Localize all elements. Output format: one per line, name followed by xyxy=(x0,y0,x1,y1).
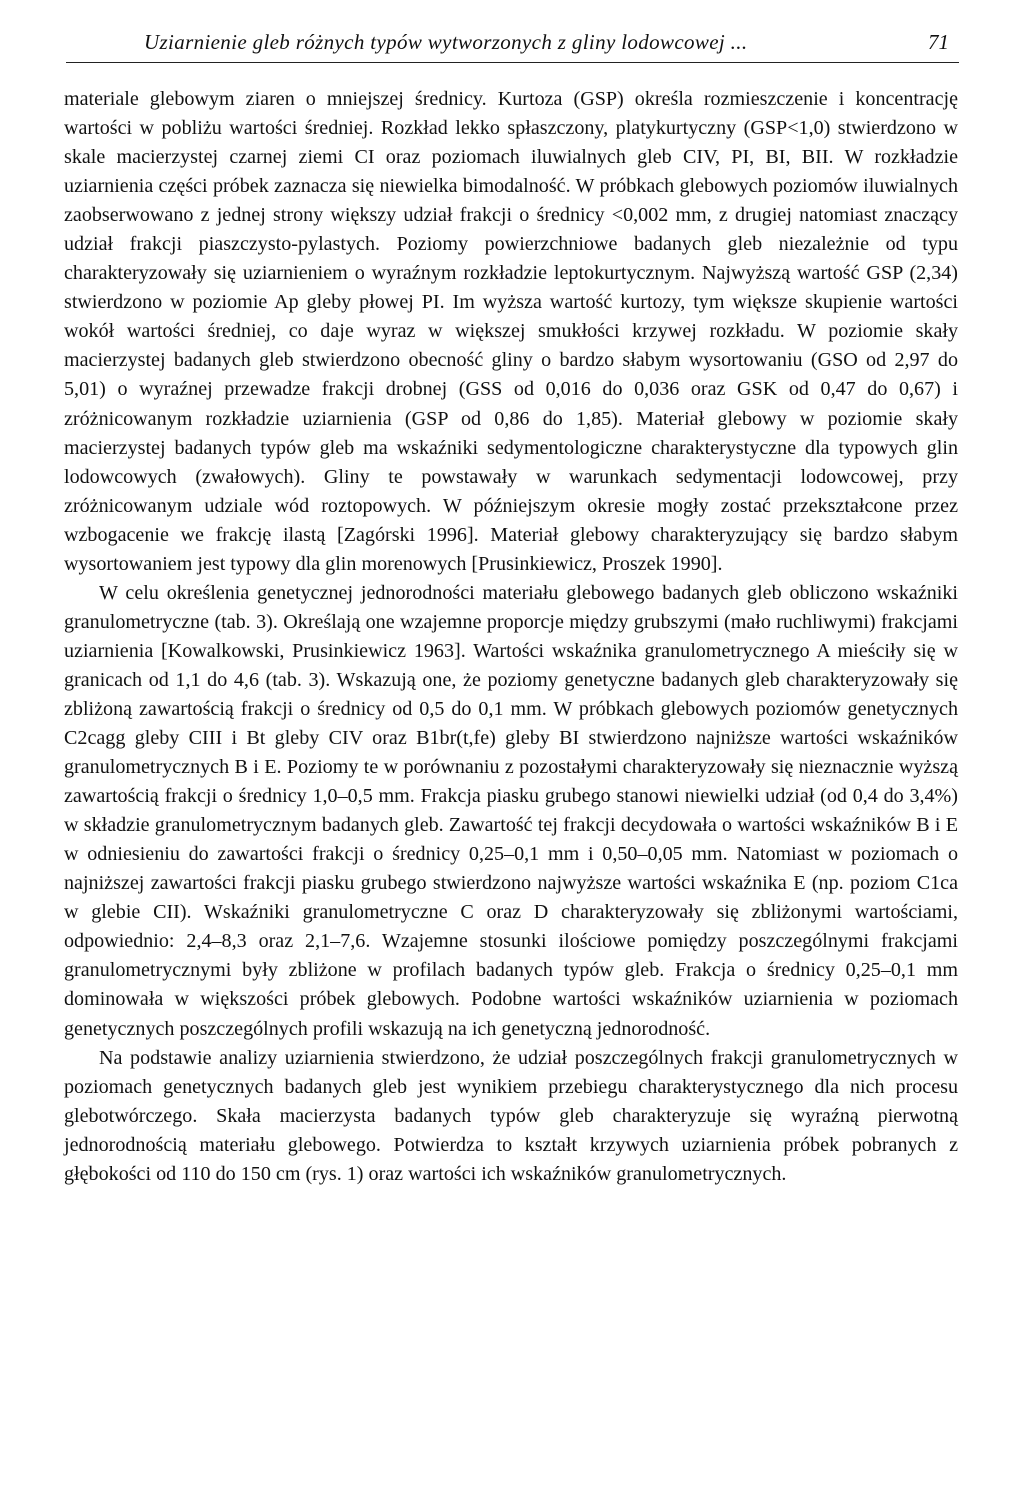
page-number: 71 xyxy=(928,30,949,54)
running-title: Uziarnienie gleb różnych typów wytworzonych z gliny lodowcowej ... xyxy=(144,30,748,54)
paragraph-continuation: materiale glebowym ziaren o mniejszej średnicy. Kurtoza (GSP) określa rozmieszczenie i koncentrację wartości w pobliżu wartości średniej. Rozkład lekko spłaszczony, platykurtyczny (GSP<1,0) stwierdzono w skale macierzystej czarnej ziemi CI oraz poziomach iluwialnych gleb CIV, PI, BI, BII. W rozkładzie uziarnienia części próbek zaznacza się niewielka bimodalność. W próbkach glebowych poziomów iluwialnych zaobserwowano z jednej strony większy udział frakcji o średnicy <0,002 mm, z drugiej natomiast znaczący udział frakcji piaszczysto-pylastych. Poziomy powierzchniowe badanych gleb niezależnie od typu charakteryzowały się uziarnieniem o wyraźnym rozkładzie leptokurtycznym. Najwyższą wartość GSP (2,34) stwierdzono w poziomie Ap gleby płowej PI. Im wyższa wartość kurtozy, tym większe skupienie wartości wokół wartości średniej, co daje wyraz w większej smukłości krzywej rozkładu. W poziomie skały macierzystej badanych gleb stwierdzono obecność gliny o bardzo słabym wysortowaniu (GSO od 2,97 do 5,01) o wyraźnej przewadze frakcji drobnej (GSS od 0,016 do 0,036 oraz GSK od 0,47 do 0,67) i zróżnicowanym rozkładzie uziarnienia (GSP od 0,86 do 1,85). Materiał glebowy w poziomie skały macierzystej badanych typów gleb ma wskaźniki sedymentologiczne charakterystyczne dla typowych glin lodowcowych (zwałowych). Gliny te powstawały w warunkach sedymentacji lodowcowej, przy zróżnicowanym udziale wód roztopowych. W późniejszym okresie mogły zostać przekształcone przez wzbogacenie we frakcję ilastą [Zagórski 1996]. Materiał glebowy charakteryzujący się bardzo słabym wysortowaniem jest typowy dla glin morenowych [Prusinkiewicz, Proszek 1990]. xyxy=(64,88,958,575)
paragraph-conclusion: Na podstawie analizy uziarnienia stwierdzono, że udział poszczególnych frakcji granulometrycznych w poziomach genetycznych badanych gleb jest wynikiem przebiegu charakterystycznego dla nich procesu glebotwórczego. Skała macierzysta badanych typów gleb charakteryzuje się wyraźną pierwotną jednorodnością materiału glebowego. Potwierdza to kształt krzywych uziarnienia próbek pobranych z głębokości od 110 do 150 cm (rys. 1) oraz wartości ich wskaźników granulometrycznych. xyxy=(64,1046,958,1185)
running-head xyxy=(66,28,959,63)
paragraph-granulometric-indices: W celu określenia genetycznej jednorodności materiału glebowego badanych gleb obliczono wskaźniki granulometryczne (tab. 3). Określają one wzajemne proporcje między grubszymi (mało ruchliwymi) frakcjami uziarnienia [Kowalkowski, Prusinkiewicz 1963]. Wartości wskaźnika granulometrycznego A mieściły się w granicach od 1,1 do 4,6 (tab. 3). Wskazują one, że poziomy genetyczne badanych gleb charakteryzowały się zbliżoną zawartością frakcji o średnicy od 0,5 do 0,1 mm. W próbkach glebowych poziomów genetycznych C2cagg gleby CIII i Bt gleby CIV oraz B1br(t,fe) gleby BI stwierdzono najniższe wartości wskaźników granulometrycznych B i E. Poziomy te w porównaniu z pozostałymi charakteryzowały się nieznacznie wyższą zawartością frakcji o średnicy 1,0–0,5 mm. Frakcja piasku grubego stanowi niewielki udział (od 0,4 do 3,4%) w składzie granulometrycznym badanych gleb. Zawartość tej frakcji decydowała o wartości wskaźników B i E w odniesieniu do zawartości frakcji o średnicy 0,25–0,1 mm i 0,50–0,05 mm. Natomiast w poziomach o najniższej zawartości frakcji piasku grubego stwierdzono najwyższe wartości wskaźnika E (np. poziom C1ca w glebie CII). Wskaźniki granulometryczne C oraz D charakteryzowały się zbliżonymi wartościami, odpowiednio: 2,4–8,3 oraz 2,1–7,6. Wzajemne stosunki ilościowe pomiędzy poszczególnymi frakcjami granulometrycznymi były zbliżone w profilach badanych typów gleb. Frakcja o średnicy 0,25–0,1 mm dominowała w większości próbek glebowych. Podobne wartości wskaźników uziarnienia w poziomach genetycznych poszczególnych profili wskazują na ich genetyczną jednorodność. xyxy=(64,581,958,1040)
body-text xyxy=(64,85,958,1189)
